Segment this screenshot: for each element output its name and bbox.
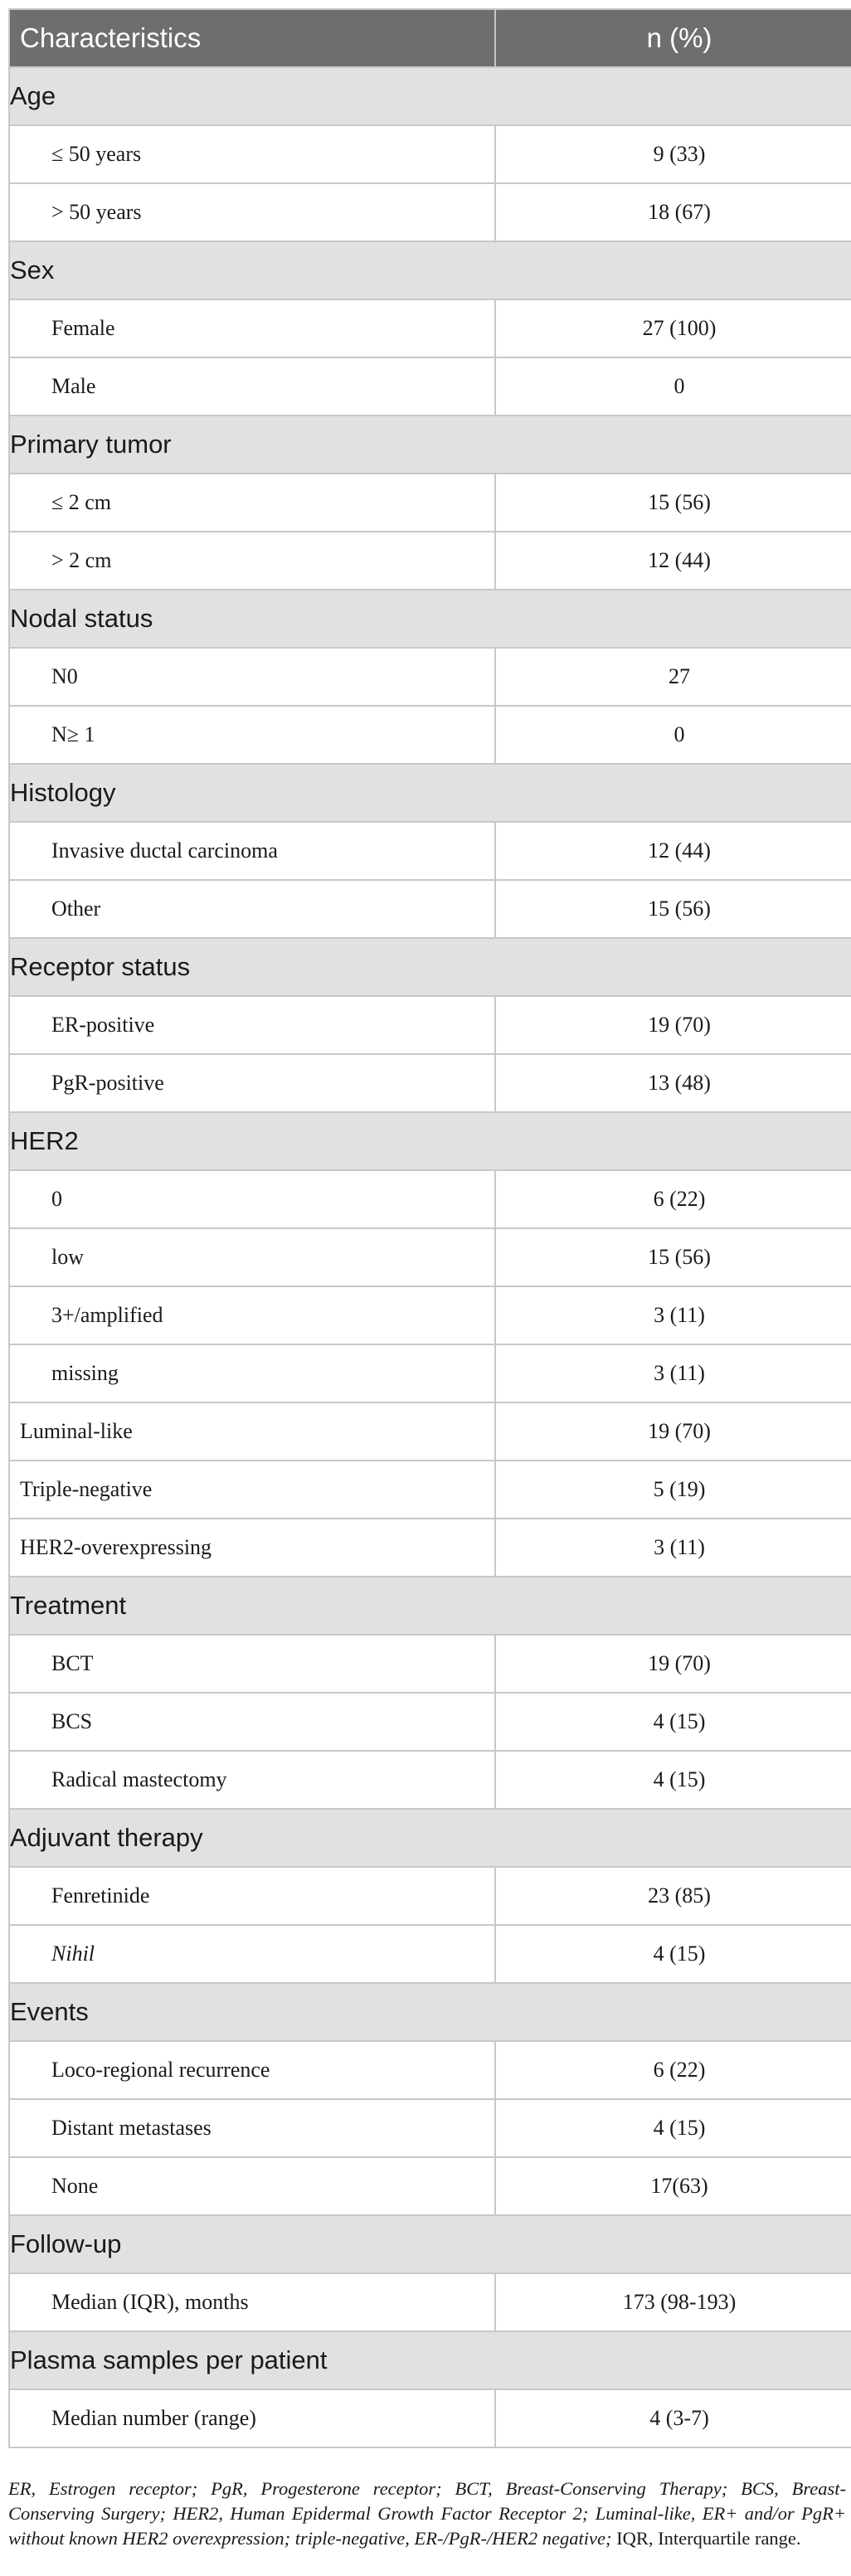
row-value: 3 (11) bbox=[495, 1344, 851, 1402]
table-row bbox=[9, 2099, 851, 2157]
row-label: BCS bbox=[9, 1693, 495, 1751]
row-label: ≤ 2 cm bbox=[9, 474, 495, 532]
table-row bbox=[9, 1461, 851, 1519]
table-row bbox=[9, 1867, 851, 1925]
table-row bbox=[9, 2389, 851, 2447]
section-row-nodal-status bbox=[9, 590, 851, 648]
table-row bbox=[9, 1170, 851, 1228]
row-label: N0 bbox=[9, 648, 495, 706]
table-row bbox=[9, 880, 851, 938]
table-row bbox=[9, 1344, 851, 1402]
row-value: 17(63) bbox=[495, 2157, 851, 2215]
section-label: Plasma samples per patient bbox=[9, 2331, 851, 2389]
row-value: 12 (44) bbox=[495, 822, 851, 880]
section-row-events bbox=[9, 1983, 851, 2041]
row-label: > 2 cm bbox=[9, 532, 495, 590]
table-footnote bbox=[8, 2476, 846, 2551]
row-value: 12 (44) bbox=[495, 532, 851, 590]
table-row bbox=[9, 357, 851, 416]
row-value: 15 (56) bbox=[495, 474, 851, 532]
row-value: 19 (70) bbox=[495, 1635, 851, 1693]
section-label: Sex bbox=[9, 241, 851, 299]
section-row-primary-tumor bbox=[9, 416, 851, 474]
row-value: 4 (15) bbox=[495, 1693, 851, 1751]
row-value: 18 (67) bbox=[495, 183, 851, 241]
table-row bbox=[9, 474, 851, 532]
section-row-histology bbox=[9, 764, 851, 822]
section-row-adjuvant-therapy bbox=[9, 1809, 851, 1867]
row-label: Male bbox=[9, 357, 495, 416]
row-label: N≥ 1 bbox=[9, 706, 495, 764]
row-value: 27 bbox=[495, 648, 851, 706]
row-label: Radical mastectomy bbox=[9, 1751, 495, 1809]
section-label: Follow-up bbox=[9, 2215, 851, 2273]
table-row bbox=[9, 1402, 851, 1461]
section-label: Receptor status bbox=[9, 938, 851, 996]
table-row bbox=[9, 125, 851, 183]
table-row bbox=[9, 996, 851, 1054]
table-row bbox=[9, 1286, 851, 1344]
table-row bbox=[9, 822, 851, 880]
table-header-row bbox=[9, 9, 851, 67]
section-label: Primary tumor bbox=[9, 416, 851, 474]
table-row bbox=[9, 2041, 851, 2099]
row-value: 19 (70) bbox=[495, 1402, 851, 1461]
header-characteristics: Characteristics bbox=[9, 9, 495, 67]
section-label: Age bbox=[9, 67, 851, 125]
row-label: Other bbox=[9, 880, 495, 938]
table-row bbox=[9, 1519, 851, 1577]
table-row bbox=[9, 706, 851, 764]
section-label: Nodal status bbox=[9, 590, 851, 648]
row-value: 3 (11) bbox=[495, 1286, 851, 1344]
section-row-her2 bbox=[9, 1112, 851, 1170]
row-value: 6 (22) bbox=[495, 2041, 851, 2099]
table-row bbox=[9, 1693, 851, 1751]
table-row bbox=[9, 648, 851, 706]
row-label: Triple-negative bbox=[9, 1461, 495, 1519]
row-value: 4 (15) bbox=[495, 1751, 851, 1809]
section-row-follow-up bbox=[9, 2215, 851, 2273]
row-label: low bbox=[9, 1228, 495, 1286]
row-value: 4 (15) bbox=[495, 1925, 851, 1983]
patient-characteristics-table bbox=[8, 8, 851, 2448]
footnote-iqr: IQR, Interquartile range. bbox=[616, 2528, 801, 2549]
row-value: 23 (85) bbox=[495, 1867, 851, 1925]
section-row-sex bbox=[9, 241, 851, 299]
section-label: Treatment bbox=[9, 1577, 851, 1635]
row-label: missing bbox=[9, 1344, 495, 1402]
row-value: 6 (22) bbox=[495, 1170, 851, 1228]
section-label: HER2 bbox=[9, 1112, 851, 1170]
row-value: 173 (98-193) bbox=[495, 2273, 851, 2331]
row-value: 5 (19) bbox=[495, 1461, 851, 1519]
row-label: > 50 years bbox=[9, 183, 495, 241]
row-value: 9 (33) bbox=[495, 125, 851, 183]
row-value: 3 (11) bbox=[495, 1519, 851, 1577]
row-label: PgR-positive bbox=[9, 1054, 495, 1112]
row-value: 15 (56) bbox=[495, 880, 851, 938]
row-label: Median number (range) bbox=[9, 2389, 495, 2447]
row-value: 0 bbox=[495, 706, 851, 764]
row-label: 3+/amplified bbox=[9, 1286, 495, 1344]
row-label: ER-positive bbox=[9, 996, 495, 1054]
section-label: Adjuvant therapy bbox=[9, 1809, 851, 1867]
row-label: Distant metastases bbox=[9, 2099, 495, 2157]
section-label: Events bbox=[9, 1983, 851, 2041]
row-label: Loco-regional recurrence bbox=[9, 2041, 495, 2099]
row-value: 19 (70) bbox=[495, 996, 851, 1054]
table-row bbox=[9, 2273, 851, 2331]
row-value: 4 (3-7) bbox=[495, 2389, 851, 2447]
row-label: None bbox=[9, 2157, 495, 2215]
table-row bbox=[9, 1054, 851, 1112]
table-row bbox=[9, 299, 851, 357]
table-row bbox=[9, 2157, 851, 2215]
row-value: 4 (15) bbox=[495, 2099, 851, 2157]
row-label: Median (IQR), months bbox=[9, 2273, 495, 2331]
row-label: Female bbox=[9, 299, 495, 357]
row-label: ≤ 50 years bbox=[9, 125, 495, 183]
row-label: Luminal-like bbox=[9, 1402, 495, 1461]
row-value: 15 (56) bbox=[495, 1228, 851, 1286]
table-row bbox=[9, 183, 851, 241]
row-value: 27 (100) bbox=[495, 299, 851, 357]
footnote-abbreviations: ER, Estrogen receptor; PgR, Progesterone receptor; BCT, Breast-Conserving Therapy; BCS, Breast-Conserving Surgery; HER2, Human Epidermal Growth Factor Receptor 2; Luminal-like, ER+ and/or PgR+ without known HER2 overexpression; triple-negative, ER-/PgR-/HER2 negative; bbox=[8, 2478, 846, 2549]
row-label: BCT bbox=[9, 1635, 495, 1693]
section-row-receptor-status bbox=[9, 938, 851, 996]
table-row bbox=[9, 532, 851, 590]
section-label: Histology bbox=[9, 764, 851, 822]
row-label: Invasive ductal carcinoma bbox=[9, 822, 495, 880]
row-label: Nihil bbox=[9, 1925, 495, 1983]
table-row bbox=[9, 1925, 851, 1983]
row-label: 0 bbox=[9, 1170, 495, 1228]
row-label: Fenretinide bbox=[9, 1867, 495, 1925]
section-row-age bbox=[9, 67, 851, 125]
row-value: 0 bbox=[495, 357, 851, 416]
section-row-plasma-samples bbox=[9, 2331, 851, 2389]
table-row bbox=[9, 1751, 851, 1809]
row-value: 13 (48) bbox=[495, 1054, 851, 1112]
table-row bbox=[9, 1228, 851, 1286]
row-label: HER2-overexpressing bbox=[9, 1519, 495, 1577]
section-row-treatment bbox=[9, 1577, 851, 1635]
header-n-percent: n (%) bbox=[495, 9, 851, 67]
table-row bbox=[9, 1635, 851, 1693]
